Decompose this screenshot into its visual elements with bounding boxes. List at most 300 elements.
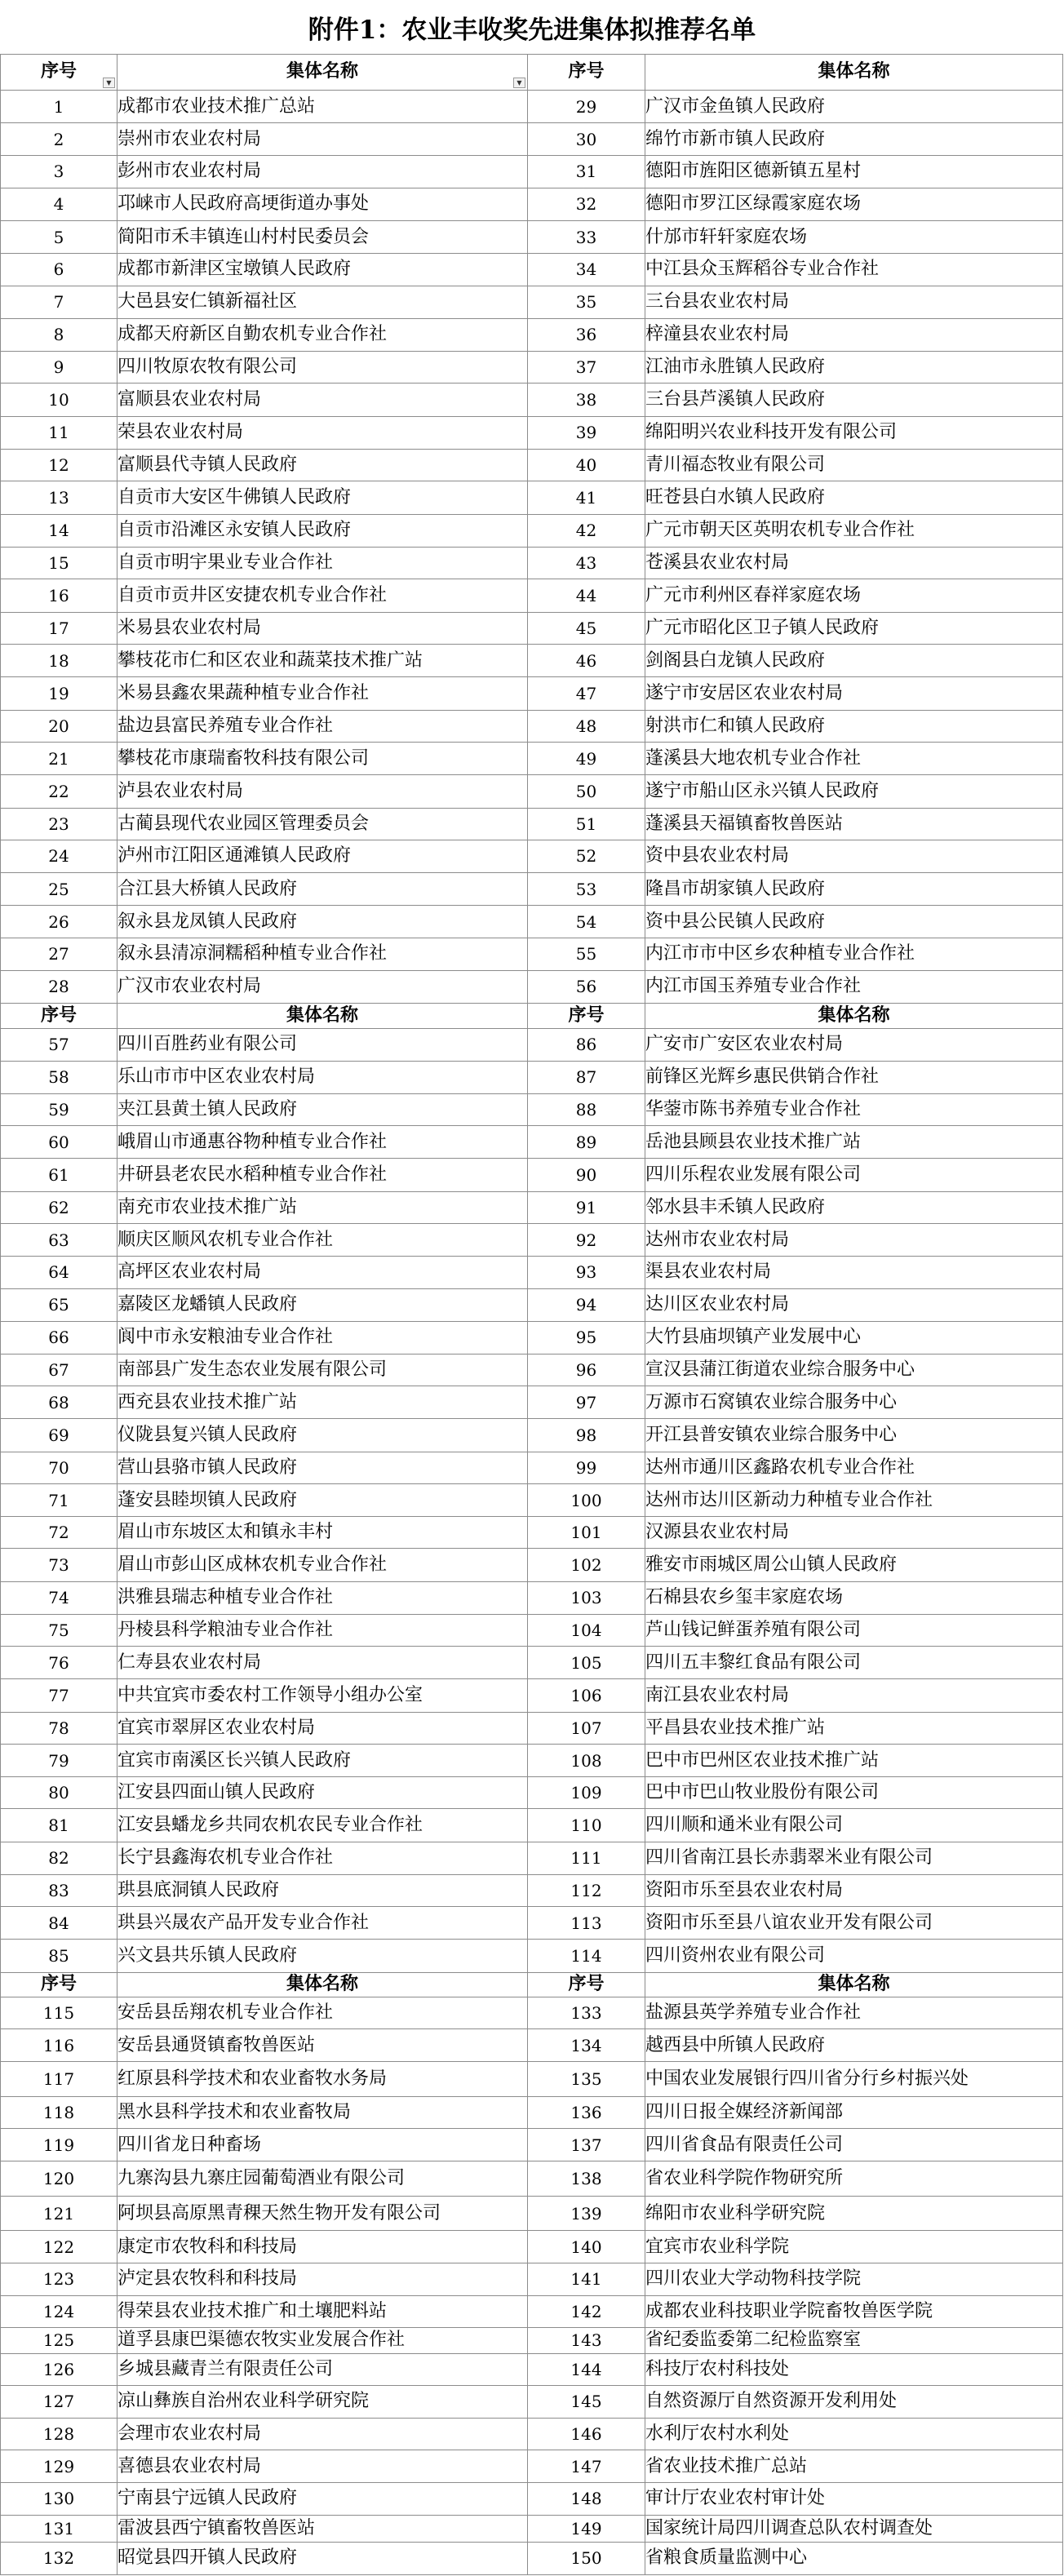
table-row [1, 677, 1063, 711]
seq-cell-left: 22 [1, 774, 117, 808]
group-name-cell-left: 井研县老农民水稻种植专业合作社 [117, 1159, 528, 1192]
group-name-cell-left: 营山县骆市镇人民政府 [117, 1452, 528, 1484]
seq-cell-left: 21 [1, 743, 117, 775]
group-name-cell-left: 乡城县藏青兰有限责任公司 [117, 2353, 528, 2386]
group-name-cell-right: 达州市通川区鑫路农机专业合作社 [645, 1452, 1063, 1484]
table-row [1, 1712, 1063, 1745]
seq-cell-right: 135 [528, 2062, 645, 2097]
group-name-cell-left: 崇州市农业农村局 [117, 123, 528, 156]
seq-cell-right: 136 [528, 2096, 645, 2129]
header-name-right: 集体名称 [645, 55, 1063, 91]
group-name-cell-left: 叙永县清凉洞糯稻种植专业合作社 [117, 938, 528, 971]
group-name-cell-right: 前锋区光辉乡惠民供销合作社 [645, 1062, 1063, 1094]
seq-cell-right: 133 [528, 1997, 645, 2029]
table-row [1, 1418, 1063, 1452]
group-name-cell-left: 仁寿县农业农村局 [117, 1647, 528, 1679]
group-name-cell-left: 江安县四面山镇人民政府 [117, 1776, 528, 1809]
seq-cell-left: 123 [1, 2263, 117, 2296]
group-name-cell-left: 峨眉山市通惠谷物种植专业合作社 [117, 1126, 528, 1159]
seq-cell-left: 25 [1, 872, 117, 906]
table-row [1, 253, 1063, 286]
table-row [1, 2129, 1063, 2161]
header-row [1, 1004, 1063, 1028]
seq-cell-left: 75 [1, 1614, 117, 1647]
seq-cell-left: 66 [1, 1322, 117, 1355]
table-row [1, 1159, 1063, 1192]
group-name-cell-left: 四川百胜药业有限公司 [117, 1028, 528, 1062]
table-row [1, 319, 1063, 352]
table-row [1, 2029, 1063, 2062]
group-name-cell-left: 成都市新津区宝墩镇人民政府 [117, 253, 528, 286]
seq-cell-right: 141 [528, 2263, 645, 2296]
table-row [1, 1062, 1063, 1094]
group-name-cell-left: 米易县鑫农果蔬种植专业合作社 [117, 677, 528, 711]
seq-cell-right: 94 [528, 1288, 645, 1322]
header-seq-right: 序号 [528, 55, 645, 91]
table-row [1, 1322, 1063, 1355]
group-name-cell-left: 珙县底洞镇人民政府 [117, 1874, 528, 1907]
seq-cell-left: 119 [1, 2129, 117, 2161]
seq-cell-right: 48 [528, 710, 645, 743]
group-name-cell-left: 雷波县西宁镇畜牧兽医站 [117, 2515, 528, 2542]
group-name-cell-right: 平昌县农业技术推广站 [645, 1712, 1063, 1745]
group-name-cell-right: 三台县农业农村局 [645, 286, 1063, 319]
table-row [1, 1256, 1063, 1288]
seq-cell-right: 103 [528, 1582, 645, 1615]
group-name-cell-left: 高坪区农业农村局 [117, 1256, 528, 1288]
seq-cell-left: 59 [1, 1093, 117, 1126]
group-name-cell-left: 九寨沟县九寨庄园葡萄酒业有限公司 [117, 2161, 528, 2196]
table-row [1, 2062, 1063, 2097]
seq-cell-right: 147 [528, 2450, 645, 2483]
group-name-cell-left: 道孚县康巴渠德农牧实业发展合作社 [117, 2328, 528, 2353]
seq-cell-right: 33 [528, 221, 645, 254]
group-name-cell-right: 石棉县农乡玺丰家庭农场 [645, 1582, 1063, 1615]
seq-cell-left: 24 [1, 840, 117, 873]
seq-cell-left: 74 [1, 1582, 117, 1615]
group-name-cell-right: 盐源县英学养殖专业合作社 [645, 1997, 1063, 2029]
group-name-cell-left: 仪陇县复兴镇人民政府 [117, 1418, 528, 1452]
table-row [1, 2263, 1063, 2296]
table-row [1, 808, 1063, 840]
group-name-cell-right: 省纪委监委第二纪检监察室 [645, 2328, 1063, 2353]
group-name-cell-right: 四川乐程农业发展有限公司 [645, 1159, 1063, 1192]
group-name-cell-right: 什邡市轩轩家庭农场 [645, 221, 1063, 254]
group-name-cell-left: 简阳市禾丰镇连山村村民委员会 [117, 221, 528, 254]
table-row [1, 417, 1063, 450]
seq-cell-left: 20 [1, 710, 117, 743]
group-name-cell-right: 广元市利州区春祥家庭农场 [645, 579, 1063, 613]
group-name-cell-right: 岳池县顾县农业技术推广站 [645, 1126, 1063, 1159]
seq-cell-left: 127 [1, 2386, 117, 2419]
table-row [1, 612, 1063, 645]
seq-cell-left: 130 [1, 2482, 117, 2515]
group-name-cell-left: 黑水县科学技术和农业畜牧局 [117, 2096, 528, 2129]
seq-cell-right: 55 [528, 938, 645, 971]
seq-cell-left: 5 [1, 221, 117, 254]
seq-cell-left: 19 [1, 677, 117, 711]
group-name-cell-left: 四川省龙日种畜场 [117, 2129, 528, 2161]
seq-cell-right: 31 [528, 156, 645, 188]
group-name-cell-left: 南部县广发生态农业发展有限公司 [117, 1354, 528, 1386]
seq-cell-left: 67 [1, 1354, 117, 1386]
table-row [1, 906, 1063, 938]
header-seq-left: 序号 [1, 1004, 117, 1028]
table-row [1, 1745, 1063, 1777]
table-row [1, 1582, 1063, 1615]
table-row [1, 123, 1063, 156]
table-row [1, 2096, 1063, 2129]
header-name-label: 集体名称 [286, 61, 358, 82]
group-name-cell-left: 自贡市大安区牛佛镇人民政府 [117, 481, 528, 515]
group-name-cell-right: 汉源县农业农村局 [645, 1516, 1063, 1549]
group-name-cell-right: 隆昌市胡家镇人民政府 [645, 872, 1063, 906]
table-row [1, 156, 1063, 188]
seq-cell-right: 148 [528, 2482, 645, 2515]
group-name-cell-left: 阆中市永安粮油专业合作社 [117, 1322, 528, 1355]
table-row [1, 1647, 1063, 1679]
table-row [1, 2450, 1063, 2483]
seq-cell-right: 149 [528, 2515, 645, 2542]
table-row [1, 938, 1063, 971]
group-name-cell-right: 蓬溪县大地农机专业合作社 [645, 743, 1063, 775]
group-name-cell-right: 巴中市巴山牧业股份有限公司 [645, 1776, 1063, 1809]
group-name-cell-right: 四川资州农业有限公司 [645, 1939, 1063, 1972]
seq-cell-left: 124 [1, 2295, 117, 2328]
table-row [1, 2353, 1063, 2386]
group-name-cell-left: 西充县农业技术推广站 [117, 1386, 528, 1419]
seq-cell-right: 92 [528, 1224, 645, 1257]
group-name-cell-right: 广安市广安区农业农村局 [645, 1028, 1063, 1062]
seq-cell-right: 105 [528, 1647, 645, 1679]
seq-cell-right: 143 [528, 2328, 645, 2353]
table-row [1, 774, 1063, 808]
group-name-cell-left: 泸县农业农村局 [117, 774, 528, 808]
group-name-cell-left: 顺庆区顺风农机专业合作社 [117, 1224, 528, 1257]
seq-cell-left: 121 [1, 2196, 117, 2231]
group-name-cell-right: 自然资源厅自然资源开发利用处 [645, 2386, 1063, 2419]
group-name-cell-left: 攀枝花市康瑞畜牧科技有限公司 [117, 743, 528, 775]
seq-cell-right: 146 [528, 2418, 645, 2450]
group-name-cell-right: 四川省南江县长赤翡翠米业有限公司 [645, 1842, 1063, 1875]
group-name-cell-right: 广元市昭化区卫子镇人民政府 [645, 612, 1063, 645]
group-name-cell-left: 夹江县黄土镇人民政府 [117, 1093, 528, 1126]
seq-cell-left: 70 [1, 1452, 117, 1484]
table-row [1, 1093, 1063, 1126]
group-name-cell-right: 绵阳市农业科学研究院 [645, 2196, 1063, 2231]
seq-cell-left: 16 [1, 579, 117, 613]
seq-cell-left: 26 [1, 906, 117, 938]
seq-cell-right: 56 [528, 970, 645, 1004]
seq-cell-left: 57 [1, 1028, 117, 1062]
group-name-cell-right: 广元市朝天区英明农机专业合作社 [645, 514, 1063, 547]
group-name-cell-right: 青川福态牧业有限公司 [645, 449, 1063, 481]
group-name-cell-left: 合江县大桥镇人民政府 [117, 872, 528, 906]
group-name-cell-left: 洪雅县瑞志种植专业合作社 [117, 1582, 528, 1615]
seq-cell-right: 102 [528, 1549, 645, 1582]
table-row [1, 1874, 1063, 1907]
seq-cell-right: 109 [528, 1776, 645, 1809]
seq-cell-right: 41 [528, 481, 645, 515]
seq-cell-left: 18 [1, 645, 117, 677]
table-row [1, 188, 1063, 221]
group-name-cell-right: 中国农业发展银行四川省分行乡村振兴处 [645, 2062, 1063, 2097]
seq-cell-right: 145 [528, 2386, 645, 2419]
group-name-cell-left: 安岳县岳翔农机专业合作社 [117, 1997, 528, 2029]
table-row [1, 1126, 1063, 1159]
seq-cell-left: 8 [1, 319, 117, 352]
table-row [1, 2515, 1063, 2542]
seq-cell-left: 64 [1, 1256, 117, 1288]
group-name-cell-right: 四川日报全媒经济新闻部 [645, 2096, 1063, 2129]
group-name-cell-left: 米易县农业农村局 [117, 612, 528, 645]
group-name-cell-right: 邻水县丰禾镇人民政府 [645, 1191, 1063, 1224]
table-row [1, 1288, 1063, 1322]
header-name-left: 集体名称 [117, 1972, 528, 1997]
seq-cell-right: 49 [528, 743, 645, 775]
group-name-cell-right: 射洪市仁和镇人民政府 [645, 710, 1063, 743]
seq-cell-left: 28 [1, 970, 117, 1004]
group-name-cell-right: 内江市国玉养殖专业合作社 [645, 970, 1063, 1004]
table-row [1, 514, 1063, 547]
group-name-cell-left: 康定市农牧科和科技局 [117, 2231, 528, 2263]
seq-cell-left: 79 [1, 1745, 117, 1777]
header-seq-right: 序号 [528, 1972, 645, 1997]
seq-cell-right: 96 [528, 1354, 645, 1386]
seq-cell-left: 62 [1, 1191, 117, 1224]
group-name-cell-right: 审计厅农业农村审计处 [645, 2482, 1063, 2515]
seq-cell-left: 14 [1, 514, 117, 547]
seq-cell-right: 30 [528, 123, 645, 156]
group-name-cell-left: 宜宾市翠屏区农业农村局 [117, 1712, 528, 1745]
group-name-cell-left: 成都市农业技术推广总站 [117, 90, 528, 123]
group-name-cell-left: 宁南县宁远镇人民政府 [117, 2482, 528, 2515]
seq-cell-left: 60 [1, 1126, 117, 1159]
table-row [1, 2196, 1063, 2231]
seq-cell-right: 100 [528, 1484, 645, 1517]
table-row [1, 1614, 1063, 1647]
group-name-cell-right: 内江市市中区乡农种植专业合作社 [645, 938, 1063, 971]
seq-cell-right: 35 [528, 286, 645, 319]
table-row [1, 970, 1063, 1004]
seq-cell-right: 104 [528, 1614, 645, 1647]
group-name-cell-right: 宜宾市农业科学院 [645, 2231, 1063, 2263]
table-row [1, 449, 1063, 481]
seq-cell-left: 11 [1, 417, 117, 450]
table-row [1, 90, 1063, 123]
seq-cell-right: 50 [528, 774, 645, 808]
seq-cell-left: 15 [1, 547, 117, 579]
table-row [1, 1939, 1063, 1972]
seq-cell-right: 150 [528, 2542, 645, 2574]
group-name-cell-left: 邛崃市人民政府高埂街道办事处 [117, 188, 528, 221]
group-name-cell-left: 荣县农业农村局 [117, 417, 528, 450]
seq-cell-right: 113 [528, 1907, 645, 1940]
seq-cell-right: 47 [528, 677, 645, 711]
seq-cell-right: 101 [528, 1516, 645, 1549]
group-name-cell-left: 自贡市沿滩区永安镇人民政府 [117, 514, 528, 547]
table-row [1, 743, 1063, 775]
group-name-cell-left: 嘉陵区龙蟠镇人民政府 [117, 1288, 528, 1322]
table-row [1, 2231, 1063, 2263]
group-name-cell-left: 广汉市农业农村局 [117, 970, 528, 1004]
seq-cell-left: 122 [1, 2231, 117, 2263]
seq-cell-right: 97 [528, 1386, 645, 1419]
group-name-cell-left: 喜德县农业农村局 [117, 2450, 528, 2483]
group-name-cell-left: 蓬安县睦坝镇人民政府 [117, 1484, 528, 1517]
group-name-cell-right: 中江县众玉辉稻谷专业合作社 [645, 253, 1063, 286]
group-name-cell-left: 自贡市贡井区安捷农机专业合作社 [117, 579, 528, 613]
seq-cell-right: 44 [528, 579, 645, 613]
group-name-cell-right: 四川省食品有限责任公司 [645, 2129, 1063, 2161]
group-name-cell-left: 乐山市市中区农业农村局 [117, 1062, 528, 1094]
group-name-cell-left: 盐边县富民养殖专业合作社 [117, 710, 528, 743]
seq-cell-right: 34 [528, 253, 645, 286]
seq-cell-left: 128 [1, 2418, 117, 2450]
group-name-cell-right: 成都农业科技职业学院畜牧兽医学院 [645, 2295, 1063, 2328]
table-row [1, 1549, 1063, 1582]
filter-dropdown-icon[interactable]: ▼ [513, 78, 525, 88]
seq-cell-right: 86 [528, 1028, 645, 1062]
group-name-cell-left: 长宁县鑫海农机专业合作社 [117, 1842, 528, 1875]
seq-cell-left: 2 [1, 123, 117, 156]
seq-cell-right: 54 [528, 906, 645, 938]
group-name-cell-left: 泸定县农牧科和科技局 [117, 2263, 528, 2296]
seq-cell-left: 61 [1, 1159, 117, 1192]
seq-cell-left: 3 [1, 156, 117, 188]
seq-cell-left: 68 [1, 1386, 117, 1419]
table-row [1, 1484, 1063, 1517]
group-name-cell-left: 阿坝县高原黑青稞天然生物开发有限公司 [117, 2196, 528, 2231]
table-row [1, 1842, 1063, 1875]
seq-cell-right: 137 [528, 2129, 645, 2161]
table-row [1, 221, 1063, 254]
seq-cell-right: 138 [528, 2161, 645, 2196]
seq-cell-left: 131 [1, 2515, 117, 2542]
table-row [1, 1028, 1063, 1062]
seq-cell-left: 85 [1, 1939, 117, 1972]
seq-cell-right: 40 [528, 449, 645, 481]
seq-cell-right: 91 [528, 1191, 645, 1224]
group-name-cell-left: 叙永县龙凤镇人民政府 [117, 906, 528, 938]
group-name-cell-left: 珙县兴晟农产品开发专业合作社 [117, 1907, 528, 1940]
table-row [1, 1386, 1063, 1419]
seq-cell-right: 139 [528, 2196, 645, 2231]
seq-cell-left: 126 [1, 2353, 117, 2386]
group-name-cell-right: 四川农业大学动物科技学院 [645, 2263, 1063, 2296]
group-name-cell-right: 渠县农业农村局 [645, 1256, 1063, 1288]
header-name-left [117, 55, 528, 91]
seq-cell-left: 72 [1, 1516, 117, 1549]
table-row [1, 1191, 1063, 1224]
table-row [1, 1776, 1063, 1809]
group-name-cell-right: 开江县普安镇农业综合服务中心 [645, 1418, 1063, 1452]
group-name-cell-right: 江油市永胜镇人民政府 [645, 351, 1063, 384]
table-row [1, 840, 1063, 873]
group-name-cell-left: 南充市农业技术推广站 [117, 1191, 528, 1224]
group-name-cell-right: 绵竹市新市镇人民政府 [645, 123, 1063, 156]
seq-cell-left: 17 [1, 612, 117, 645]
seq-cell-right: 114 [528, 1939, 645, 1972]
seq-cell-left: 78 [1, 1712, 117, 1745]
group-name-cell-right: 蓬溪县天福镇畜牧兽医站 [645, 808, 1063, 840]
table-row [1, 1997, 1063, 2029]
seq-cell-right: 107 [528, 1712, 645, 1745]
seq-cell-right: 93 [528, 1256, 645, 1288]
group-name-cell-right: 德阳市罗江区绿霞家庭农场 [645, 188, 1063, 221]
seq-cell-left: 10 [1, 384, 117, 417]
table-row [1, 384, 1063, 417]
seq-cell-left: 1 [1, 90, 117, 123]
seq-cell-right: 37 [528, 351, 645, 384]
group-name-cell-right: 万源市石窝镇农业综合服务中心 [645, 1386, 1063, 1419]
group-name-cell-right: 旺苍县白水镇人民政府 [645, 481, 1063, 515]
group-name-cell-right: 达川区农业农村局 [645, 1288, 1063, 1322]
seq-cell-left: 71 [1, 1484, 117, 1517]
group-name-cell-left: 自贡市明宇果业专业合作社 [117, 547, 528, 579]
seq-cell-right: 52 [528, 840, 645, 873]
group-name-cell-right: 四川顺和通米业有限公司 [645, 1809, 1063, 1842]
table-row [1, 1907, 1063, 1940]
seq-cell-right: 39 [528, 417, 645, 450]
seq-cell-right: 111 [528, 1842, 645, 1875]
seq-cell-right: 98 [528, 1418, 645, 1452]
group-name-cell-left: 富顺县农业农村局 [117, 384, 528, 417]
group-name-cell-right: 芦山钱记鲜蛋养殖有限公司 [645, 1614, 1063, 1647]
group-name-cell-right: 资中县农业农村局 [645, 840, 1063, 873]
seq-cell-left: 63 [1, 1224, 117, 1257]
group-name-cell-right: 遂宁市安居区农业农村局 [645, 677, 1063, 711]
table-row [1, 645, 1063, 677]
header-seq-label: 序号 [40, 61, 77, 82]
seq-cell-right: 87 [528, 1062, 645, 1094]
seq-cell-right: 88 [528, 1093, 645, 1126]
group-name-cell-left: 泸州市江阳区通滩镇人民政府 [117, 840, 528, 873]
seq-cell-left: 129 [1, 2450, 117, 2483]
seq-cell-right: 32 [528, 188, 645, 221]
seq-cell-right: 38 [528, 384, 645, 417]
seq-cell-right: 110 [528, 1809, 645, 1842]
seq-cell-left: 27 [1, 938, 117, 971]
document-title: 附件1：农业丰收奖先进集体拟推荐名单 [308, 15, 756, 45]
group-name-cell-right: 省农业科学院作物研究所 [645, 2161, 1063, 2196]
group-name-cell-right: 资阳市乐至县八谊农业开发有限公司 [645, 1907, 1063, 1940]
header-row [1, 55, 1063, 91]
seq-cell-right: 36 [528, 319, 645, 352]
seq-cell-left: 9 [1, 351, 117, 384]
seq-cell-left: 4 [1, 188, 117, 221]
table-row [1, 2328, 1063, 2353]
group-name-cell-left: 富顺县代寺镇人民政府 [117, 449, 528, 481]
header-seq-right: 序号 [528, 1004, 645, 1028]
group-name-cell-left: 四川牧原农牧有限公司 [117, 351, 528, 384]
filter-dropdown-icon[interactable]: ▼ [103, 78, 115, 88]
group-name-cell-right: 国家统计局四川调查总队农村调查处 [645, 2515, 1063, 2542]
group-name-cell-right: 雅安市雨城区周公山镇人民政府 [645, 1549, 1063, 1582]
seq-cell-left: 132 [1, 2542, 117, 2574]
group-name-cell-left: 江安县蟠龙乡共同农机农民专业合作社 [117, 1809, 528, 1842]
seq-cell-right: 108 [528, 1745, 645, 1777]
table-row [1, 1452, 1063, 1484]
table-row [1, 2386, 1063, 2419]
group-name-cell-left: 安岳县通贤镇畜牧兽医站 [117, 2029, 528, 2062]
header-name-left: 集体名称 [117, 1004, 528, 1028]
seq-cell-left: 23 [1, 808, 117, 840]
seq-cell-left: 13 [1, 481, 117, 515]
seq-cell-left: 117 [1, 2062, 117, 2097]
seq-cell-right: 53 [528, 872, 645, 906]
seq-cell-right: 29 [528, 90, 645, 123]
